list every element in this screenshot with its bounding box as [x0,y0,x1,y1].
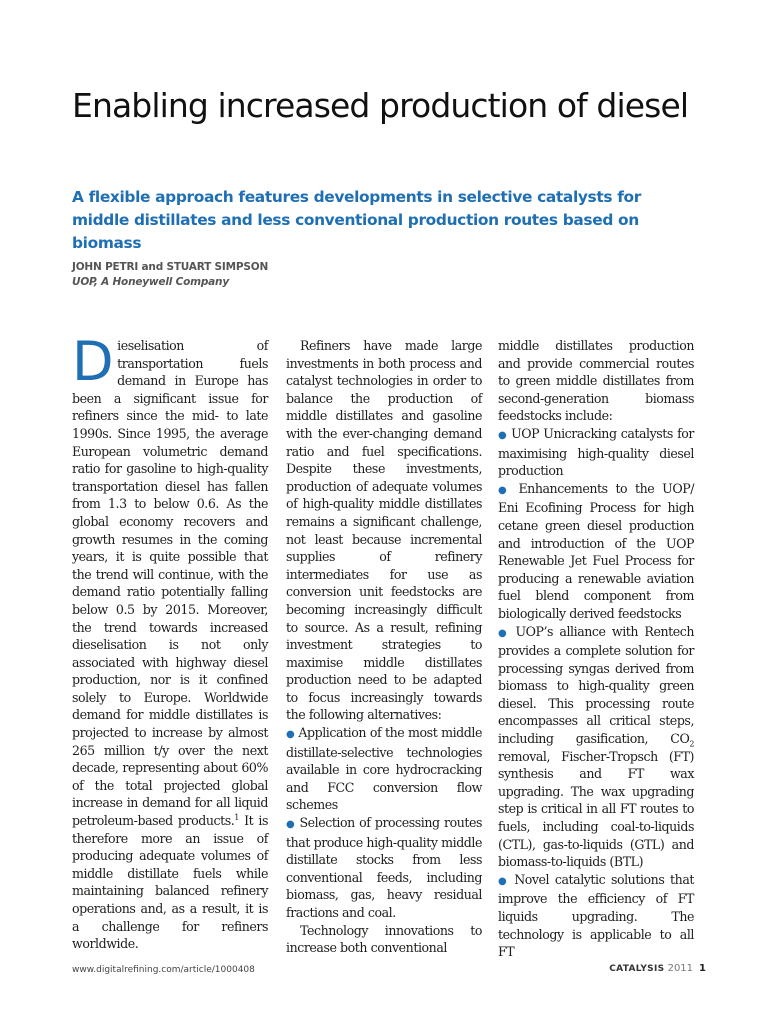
bullet-text: removal, Fischer-Tropsch (FT) synthesis and FT wax upgrading. The wax upgrading step is critical in all FT routes to fuels, including coal-to-liquids (CTL), gas-to-liquids (GTL) and biomass-to-liquids (BTL) [498,748,694,870]
body-column-3 [498,337,694,961]
footer-section: CATALYSIS [609,964,665,974]
paragraph: middle distillates production and provide commercial routes to green middle distillates from second-generation biomass feedstocks include: [498,338,694,424]
bullet-text: UOP Unicracking catalysts for maximising high-quality diesel production [498,425,694,479]
bullet-text: Application of the most middle distillate-selective technologies available in core hydrocracking and FCC conversion flow schemes [286,725,482,813]
bullet-icon: ● [498,484,511,496]
subscript: 2 [689,739,694,749]
paragraph: Technology innovations to increase both conventional [286,922,482,956]
page-number: 1 [699,963,706,974]
body-column-1 [72,330,268,953]
body-column-2 [286,337,482,957]
bullet-text: Enhancements to the UOP/ Eni Ecofining Process for high cetane green diesel production and introduction of the UOP Renewable Jet Fuel Process for producing a renewable aviation fuel blend component from biologically derived feedstocks [498,480,695,621]
footer-url[interactable]: www.digitalrefining.com/article/1000408 [72,965,255,975]
bullet-item [498,480,694,623]
bullet-icon: ● [498,429,507,441]
article-standfirst: A flexible approach features developments in selective catalysts for middle distillates and less conventional production routes based on biomass [72,188,642,252]
bullet-item [498,425,694,480]
paragraph-text: ieselisation of transportation fuels demand in Europe has been a significant issue for refiners since the mid- to late 1990s. Since 1995, the average European volumetric demand ratio for gasoline to high-quality transportation diesel has fallen from 1.3 to below 0.6. As the global economy recovers and growth resumes in the coming years, it is quite possible that the trend will continue, with the demand ratio potentially falling below 0.5 by 2015. Moreover, the trend towards increased dieselisation is not only associated with highway diesel production, nor is it confined solely to Europe. Worldwide demand for middle distillates is projected to increase by almost 265 million t/y over the next decade, representing about 60% of the total projected global increase in demand for all liquid petroleum-based products. [72,338,268,829]
drop-cap: D [72,330,114,393]
bullet-text: Novel catalytic solutions that improve the efficiency of FT liquids upgrading. The technology is applicable to all FT [498,871,694,960]
paragraph [72,330,268,953]
bullet-item [286,724,482,814]
paragraph: Refiners have made large investments in both process and catalyst technologies in order to balance the production of middle distillates and gasoline with the ever-changing demand ratio and fuel specifications. Despite these investments, production of adequate volumes of high-quality middle distillates remains a significant challenge, not least because incremental supplies of refinery intermediates for use as conversion unit feedstocks are becoming increasingly difficult to source. As a result, refining investment strategies to maximise middle distillates production need to be adapted to focus increasingly towards the following alternatives: [286,338,482,723]
bullet-icon: ● [498,875,509,887]
author-company: UOP, A Honeywell Company [72,276,229,288]
bullet-icon: ● [498,627,510,639]
bullet-item [498,623,694,871]
bullet-text: Selection of processing routes that produce high-quality middle distillate stocks from less conventional feeds, including biomass, gas, heavy residual fractions and coal. [286,815,482,920]
bullet-icon: ● [286,729,295,741]
footer-running-head [609,963,706,974]
footer-year: 2011 [667,963,694,974]
bullet-text: UOP’s alliance with Rentech provides a complete solution for processing syngas derived from biomass to high-quality green diesel. This processing route encompasses all critical steps, including gasification, CO [498,623,694,747]
article-title: Enabling increased production of diesel [72,86,689,125]
bullet-item [498,871,694,961]
bullet-icon: ● [286,819,296,831]
paragraph-text: It is therefore more an issue of producing adequate volumes of middle distillate fuels while maintaining balanced refinery operations and, as a result, it is a challenge for refiners worldwide. [72,813,268,952]
bullet-item [286,814,482,922]
footnote-reference: 1 [234,812,239,822]
author-names: JOHN PETRI and STUART SIMPSON [72,261,269,273]
